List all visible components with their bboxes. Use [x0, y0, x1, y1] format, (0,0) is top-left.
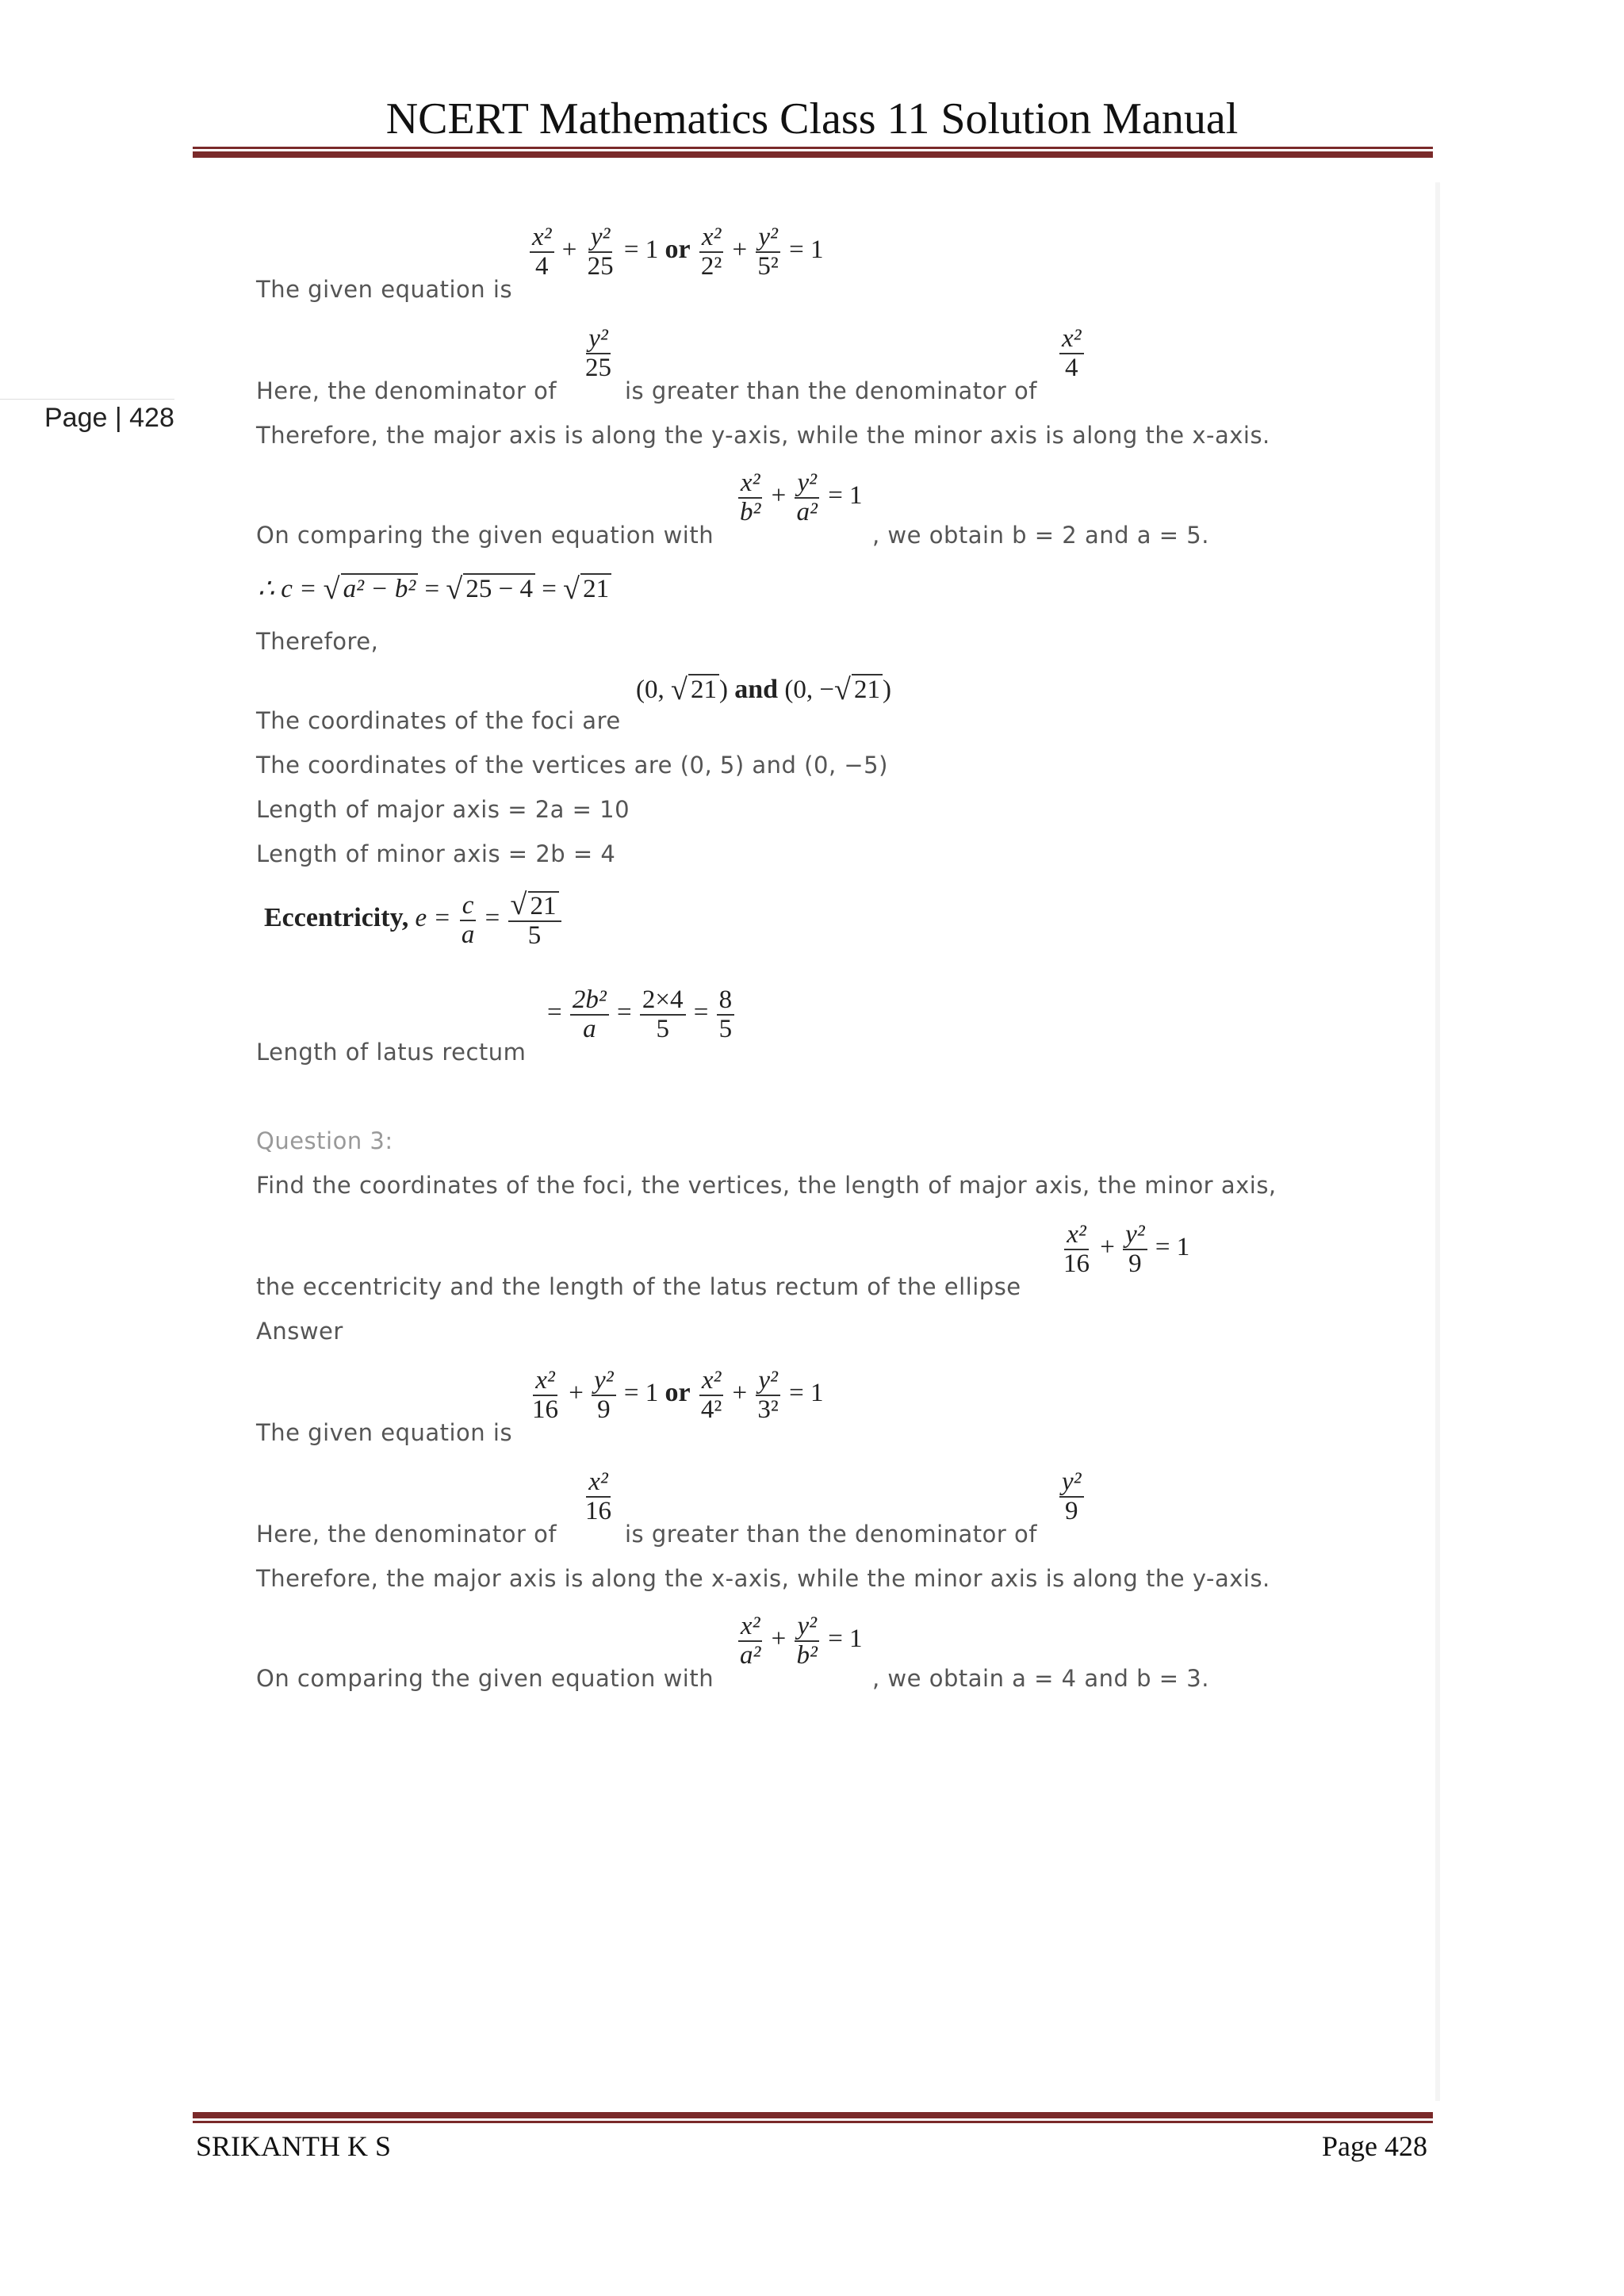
equation-foci-points: (0, √ 21) and (0, −√ 21)	[636, 674, 891, 705]
text-minor-axis: Length of minor axis = 2b = 4	[256, 840, 616, 867]
question-3-line-1: Find the coordinates of the foci, the vertices, the length of major axis, the minor axis,	[256, 1172, 1277, 1199]
header-rule-thick	[193, 151, 1433, 158]
equation-c-value: ∴ c = √ a² − b² = √ 25 − 4 = √ 21	[258, 572, 611, 604]
equation-latus-rectum-1: = $\frac{\text{2b²}}{a}$ = $\frac{2\times 4}{5}$ = $\frac{8}{5}$	[547, 986, 736, 1043]
text-here-1a: Here, the denominator of	[256, 377, 557, 404]
fraction-x2-16: $\frac{\text{x²}}{16}$	[585, 1468, 611, 1525]
text-foci: The coordinates of the foci are	[256, 707, 621, 734]
answer-label: Answer	[256, 1318, 343, 1345]
text-compare-1b: , we obtain b = 2 and a = 5.	[872, 522, 1209, 549]
footer-rule-thick	[193, 2112, 1433, 2118]
text-vertices: The coordinates of the vertices are (0, 5) and (0, −5)	[256, 752, 888, 779]
text-here-2a: Here, the denominator of	[256, 1521, 557, 1548]
text-given-equation-1: The given equation is	[256, 276, 513, 303]
text-compare-2a: On comparing the given equation with	[256, 1665, 714, 1692]
text-given-equation-2: The given equation is	[256, 1419, 513, 1446]
footer-page-number: Page 428	[1322, 2130, 1427, 2162]
text-therefore-axis-2: Therefore, the major axis is along the x-axis, while the minor axis is along the y-axis.	[256, 1565, 1270, 1592]
question-3-line-2: the eccentricity and the length of the latus rectum of the ellipse	[256, 1273, 1021, 1300]
equation-standard-y-major: $\frac{\text{x²}}{\text{b²}}$ + $\frac{\text{y²}}{\text{a²}}$ = 1	[736, 469, 863, 526]
footer-author: SRIKANTH K S	[196, 2130, 392, 2162]
equation-eccentricity: Eccentricity, e = $\frac{c}{a}$ = √ $\frac{21}{5}$	[264, 891, 563, 949]
text-latus-rectum: Length of latus rectum	[256, 1039, 527, 1066]
side-divider	[0, 399, 174, 400]
fraction-y2-25: $\frac{\text{y²}}{25}$	[585, 324, 611, 382]
text-major-axis: Length of major axis = 2a = 10	[256, 796, 630, 823]
header-rule-thin	[193, 147, 1433, 149]
fraction-x2-4: $\frac{\text{x²}}{4}$	[1058, 325, 1086, 381]
page-header-title: NCERT Mathematics Class 11 Solution Manual	[385, 94, 1239, 144]
text-here-2b: is greater than the denominator of	[625, 1521, 1038, 1548]
text-compare-1a: On comparing the given equation with	[256, 522, 714, 549]
question-3-heading: Question 3:	[256, 1127, 393, 1154]
side-page-label: Page | 428	[44, 403, 174, 433]
text-compare-2b: , we obtain a = 4 and b = 3.	[872, 1665, 1209, 1692]
equation-question-3: $\frac{\text{x²}}{16}$ + $\frac{\text{y²}}{9}$ = 1	[1063, 1220, 1190, 1278]
footer-rule-thin	[193, 2121, 1433, 2123]
equation-standard-x-major: $\frac{\text{x²}}{\text{a²}}$ + $\frac{\text{y²}}{\text{b²}}$ = 1	[736, 1613, 863, 1669]
fraction-y2-9: $\frac{\text{y²}}{9}$	[1058, 1468, 1086, 1525]
scan-edge	[1435, 182, 1440, 2101]
equation-given-1: $\frac{\text{x²}}{4}$ + $\frac{\text{y²}}{25}$ = 1 or $\frac{\text{x²}}{\text{2²}}$ + $\frac{\text{y²}}{\text{5²}}$ = 1	[528, 224, 823, 280]
equation-given-2: $\frac{\text{x²}}{16}$ + $\frac{\text{y²}}{9}$ = 1 or $\frac{\text{x²}}{\text{4²}}$ + $\frac{\text{y²}}{\text{3²}}$ = 1	[532, 1366, 824, 1424]
text-here-1b: is greater than the denominator of	[625, 377, 1038, 404]
text-therefore: Therefore,	[256, 628, 379, 655]
text-therefore-axis-1: Therefore, the major axis is along the y-axis, while the minor axis is along the x-axis.	[256, 422, 1270, 449]
